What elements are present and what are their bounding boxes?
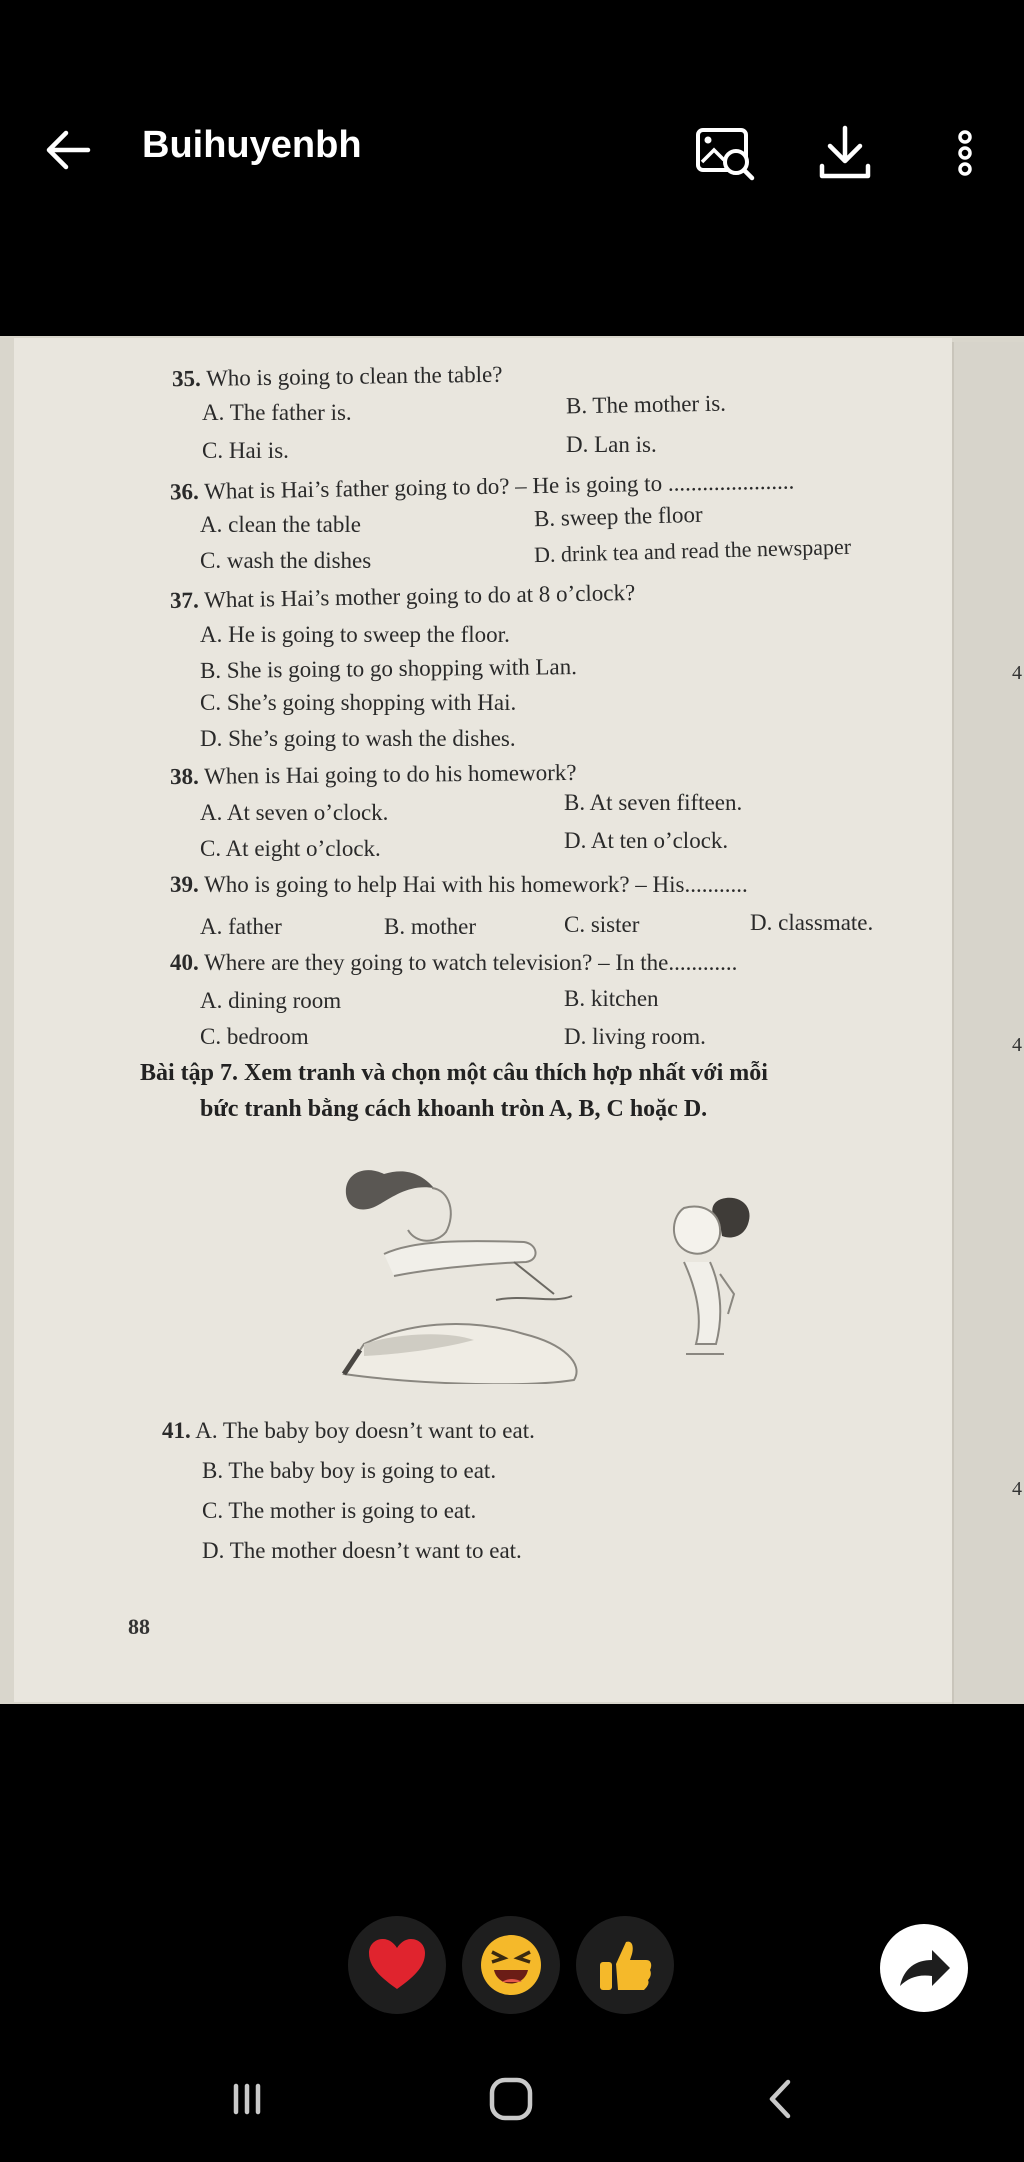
- exercise-heading: Bài tập 7. Xem tranh và chọn một câu thích hợp nhất với mỗi: [140, 1060, 768, 1086]
- adjacent-page-edge: [952, 342, 1024, 1704]
- textbook-page: [14, 338, 952, 1702]
- exercise-heading-line2: bức tranh bằng cách khoanh tròn A, B, C hoặc D.: [200, 1096, 708, 1122]
- option: A. At seven o’clock.: [200, 800, 389, 825]
- photo-viewer[interactable]: [0, 336, 1024, 1704]
- question-40: 40. Where are they going to watch television? – In the............: [170, 950, 738, 975]
- illustration-mother-feeding-baby: [324, 1144, 784, 1384]
- option: A. The father is.: [202, 400, 352, 425]
- arrow-left-icon: [38, 120, 98, 180]
- option: B. At seven fifteen.: [564, 790, 743, 815]
- option: B. She is going to go shopping with Lan.: [199, 654, 578, 683]
- option: D. At ten o’clock.: [564, 828, 729, 853]
- download-icon: [814, 122, 876, 184]
- share-button[interactable]: [880, 1924, 968, 2012]
- back-nav-icon: [746, 2064, 816, 2134]
- option: D. She’s going to wash the dishes.: [200, 726, 516, 751]
- page-number: 88: [128, 1614, 150, 1639]
- option: D. living room.: [564, 1024, 706, 1049]
- reaction-bar: [0, 1916, 1024, 2026]
- option: C. bedroom: [200, 1024, 309, 1049]
- thumbs-up-reaction-button[interactable]: [576, 1916, 674, 2014]
- app-bar: [0, 0, 1024, 300]
- question-39: 39. Who is going to help Hai with his homework? – His...........: [170, 872, 748, 897]
- recent-apps-icon: [212, 2064, 282, 2134]
- option: D. The mother doesn’t want to eat.: [202, 1538, 522, 1563]
- laugh-reaction-button[interactable]: [462, 1916, 560, 2014]
- option: A. dining room: [200, 988, 342, 1013]
- question-37: 37. What is Hai’s mother going to do at 8 o’clock?: [169, 579, 636, 614]
- back-button[interactable]: [38, 120, 98, 180]
- more-options-button[interactable]: [930, 118, 1000, 188]
- option: C. At eight o’clock.: [200, 836, 381, 861]
- option: B. The mother is.: [565, 390, 727, 419]
- option: D. drink tea and read the newspaper: [533, 533, 852, 568]
- option: D. classmate.: [750, 910, 874, 935]
- option: C. Hai is.: [202, 438, 289, 463]
- option: B. mother: [384, 914, 476, 939]
- heart-reaction-button[interactable]: [348, 1916, 446, 2014]
- option: A. father: [200, 914, 282, 939]
- option: A. He is going to sweep the floor.: [200, 622, 510, 647]
- image-search-button[interactable]: [690, 118, 760, 188]
- option: C. She’s going shopping with Hai.: [200, 690, 517, 715]
- option: C. wash the dishes: [200, 548, 372, 573]
- app-title: Buihuyenbh: [142, 124, 362, 166]
- edge-number: 4: [1012, 1034, 1022, 1056]
- laugh-reaction-icon: [476, 1930, 546, 2000]
- home-button[interactable]: [476, 2064, 546, 2134]
- option: C. sister: [564, 912, 640, 937]
- more-vertical-icon: [953, 123, 977, 183]
- option: B. The baby boy is going to eat.: [202, 1458, 497, 1483]
- option: B. sweep the floor: [533, 501, 703, 532]
- heart-reaction-icon: [367, 1937, 427, 1993]
- download-button[interactable]: [810, 118, 880, 188]
- option: A. clean the table: [200, 512, 361, 537]
- image-search-icon: [692, 122, 758, 184]
- question-36: 36. What is Hai’s father going to do? – He is going to ......................: [169, 468, 795, 505]
- question-38: 38. When is Hai going to do his homework?: [169, 759, 577, 790]
- system-nav-bar: [0, 2060, 1024, 2140]
- home-icon: [476, 2064, 546, 2134]
- edge-number: 4: [1012, 1478, 1022, 1500]
- option: C. The mother is going to eat.: [202, 1498, 477, 1523]
- thumbs-up-reaction-icon: [594, 1934, 656, 1996]
- recent-apps-button[interactable]: [212, 2064, 282, 2134]
- edge-number: 4: [1012, 662, 1022, 684]
- option: B. kitchen: [564, 986, 659, 1011]
- question-35: 35. Who is going to clean the table?: [171, 361, 503, 392]
- back-nav-button[interactable]: [746, 2064, 816, 2134]
- question-41: 41. A. The baby boy doesn’t want to eat.: [162, 1418, 535, 1443]
- share-arrow-icon: [880, 1924, 968, 2012]
- option: D. Lan is.: [566, 432, 657, 457]
